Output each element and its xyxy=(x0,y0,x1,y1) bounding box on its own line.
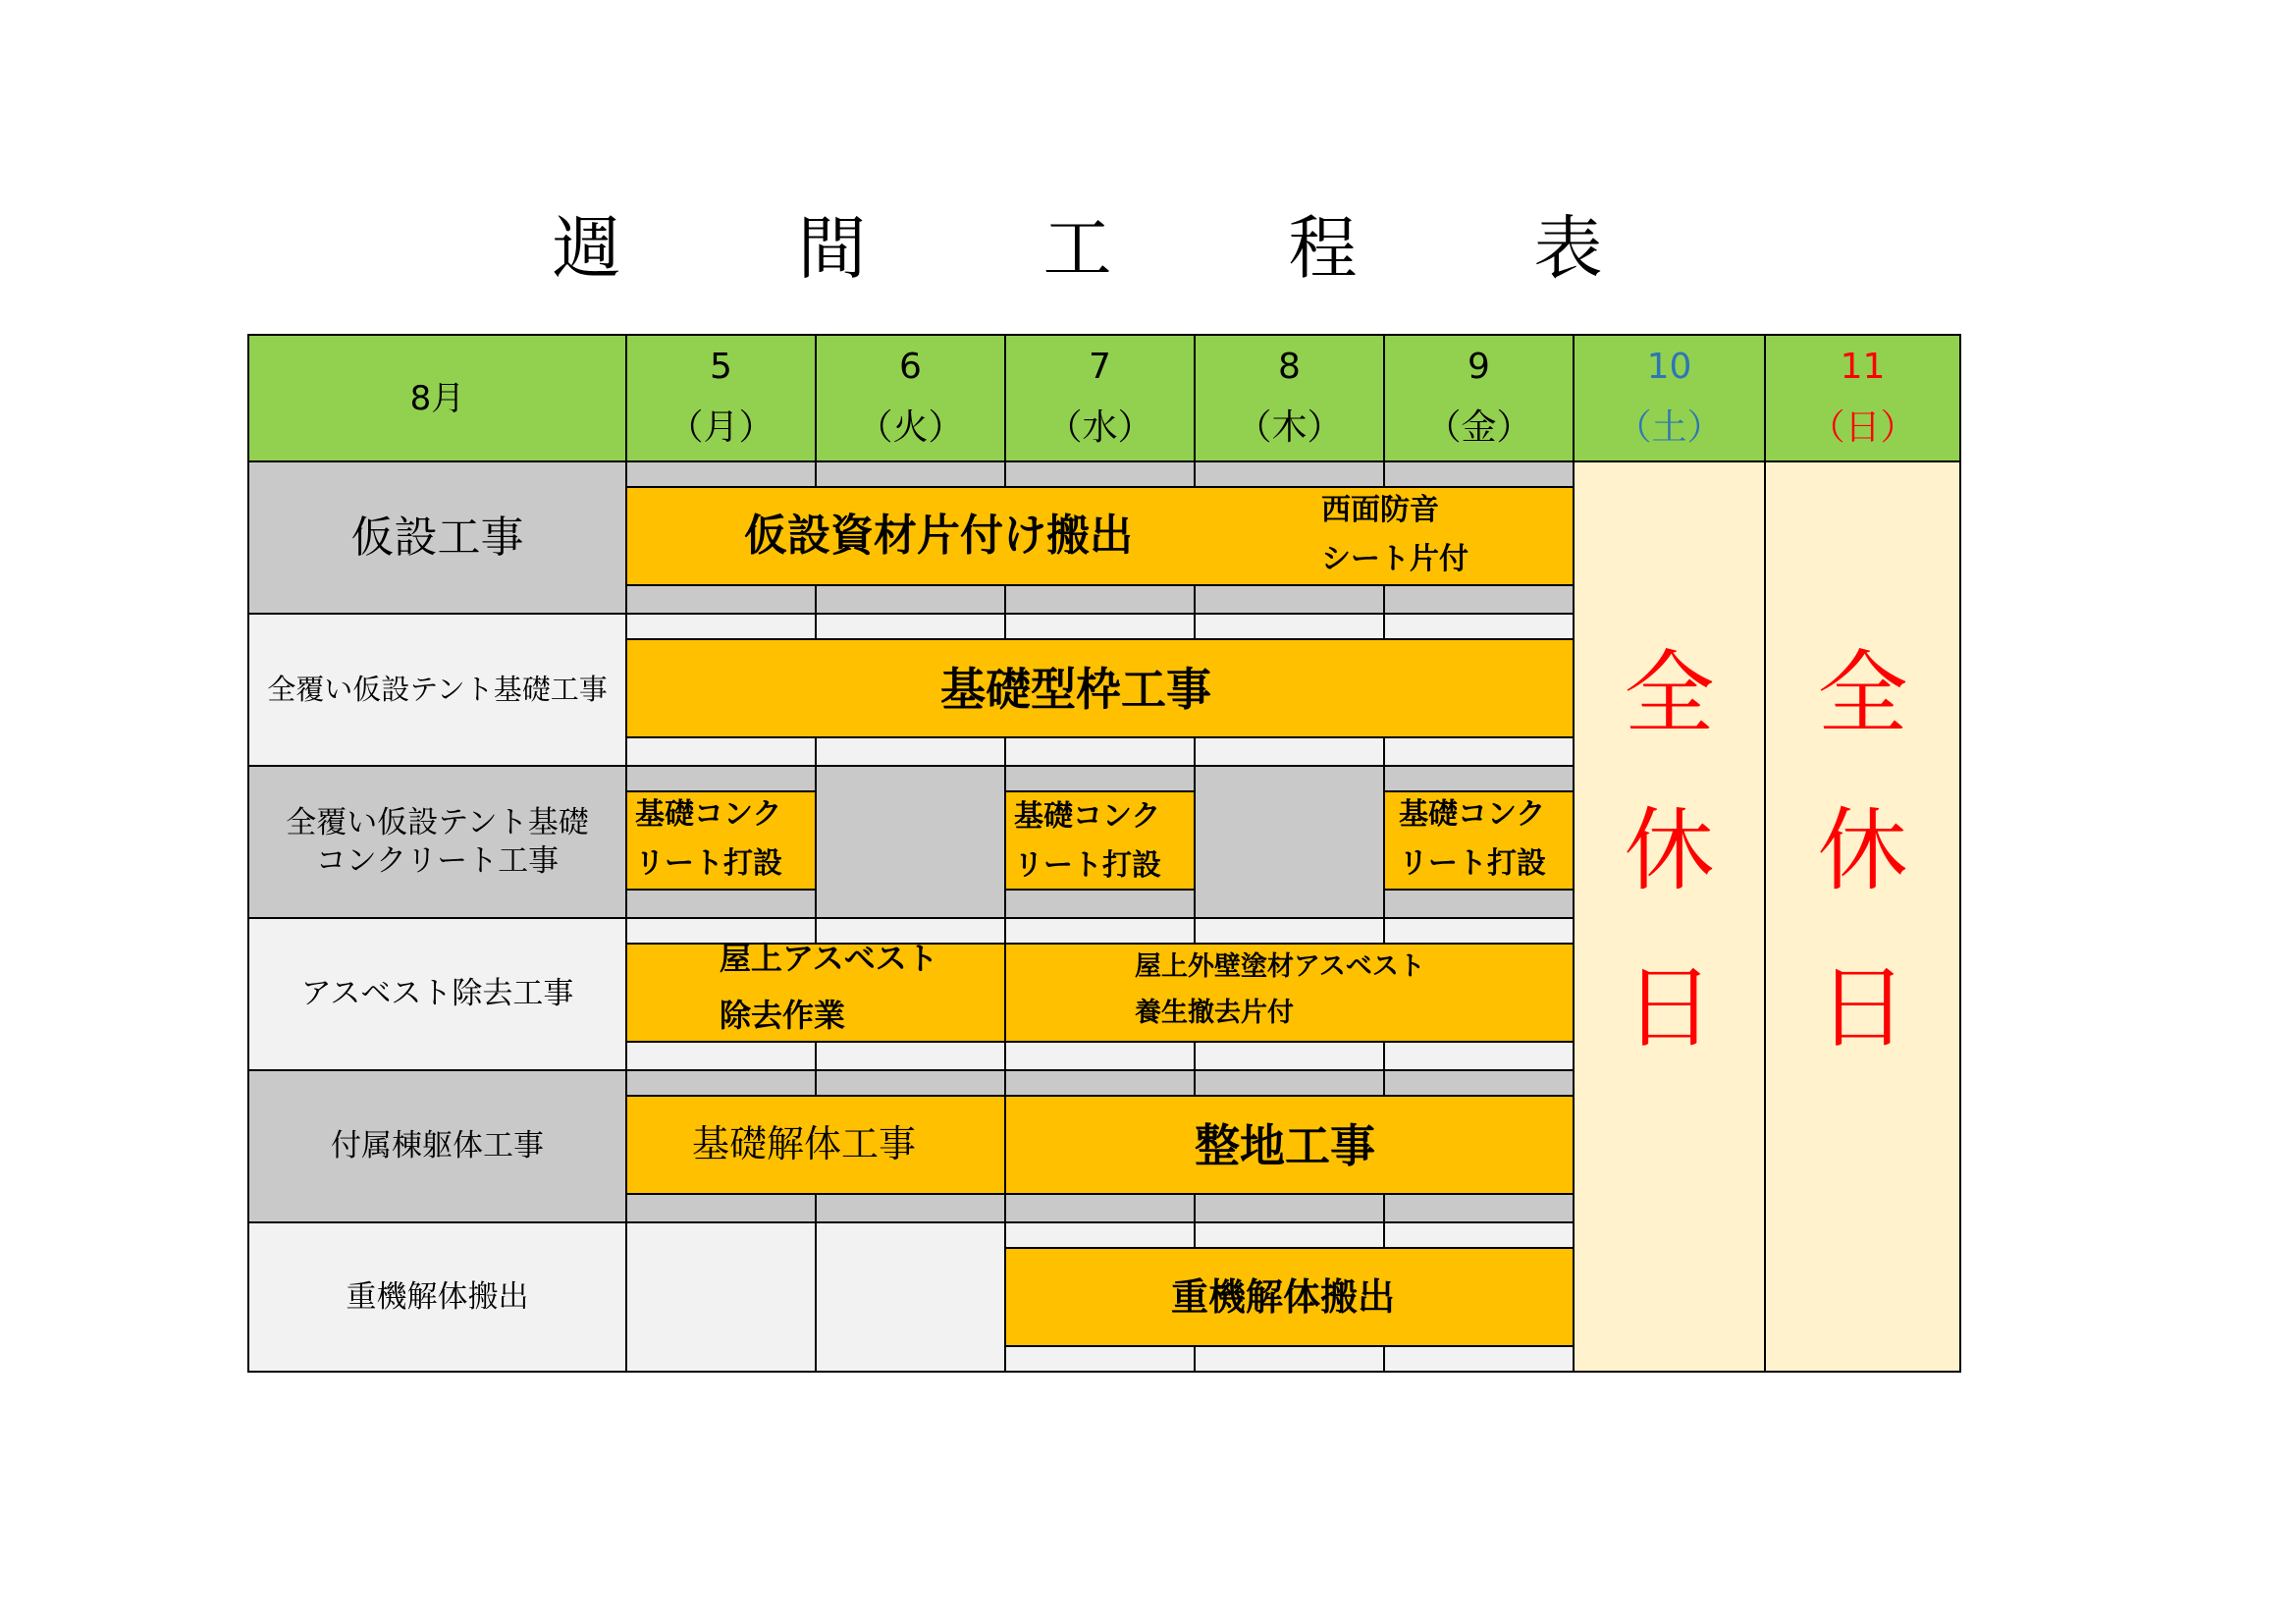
holiday-char: 休 xyxy=(1624,798,1715,903)
weekday-label: （日） xyxy=(1809,407,1916,448)
weekday-label: （土） xyxy=(1616,407,1723,448)
day-header-10 xyxy=(1573,334,1766,462)
task-heavy-machinery-removal xyxy=(1004,1247,1575,1347)
task-label-line1: 基礎コンク xyxy=(1399,797,1546,832)
task-label-line2: シート片付 xyxy=(1321,542,1468,576)
holiday-column-sunday xyxy=(1764,460,1961,1373)
task-concrete-pour-5 xyxy=(625,790,817,891)
day-header-7 xyxy=(1004,334,1196,462)
holiday-char: 日 xyxy=(1817,955,1908,1060)
day-cell xyxy=(1194,765,1385,919)
month-header xyxy=(247,334,627,462)
task-concrete-pour-9 xyxy=(1383,790,1575,891)
day-number: 9 xyxy=(1468,347,1490,387)
day-number: 5 xyxy=(710,347,732,387)
day-cell xyxy=(815,765,1006,919)
page-title: 週 間 工 程 表 xyxy=(552,208,1657,289)
task-label-line1: 屋上外壁塗材アスベスト xyxy=(1135,951,1425,982)
task-label-line2: リート打設 xyxy=(635,846,782,881)
row-label-heavy-machinery xyxy=(247,1221,627,1373)
row-label-temporary-work xyxy=(247,460,627,615)
holiday-char: 休 xyxy=(1817,798,1908,903)
day-cell xyxy=(625,1221,817,1373)
task-label: 基礎型枠工事 xyxy=(940,663,1211,716)
holiday-char: 全 xyxy=(1624,641,1715,746)
row-label-tent-foundation xyxy=(247,613,627,767)
day-header-8 xyxy=(1194,334,1385,462)
day-number: 7 xyxy=(1089,347,1111,387)
day-header-6 xyxy=(815,334,1006,462)
task-label-line2: リート打設 xyxy=(1399,846,1546,881)
day-number: 10 xyxy=(1646,347,1692,387)
schedule-table xyxy=(247,334,1961,1373)
task-foundation-demolition xyxy=(625,1095,1006,1195)
task-label-line2: 養生撤去片付 xyxy=(1135,998,1294,1028)
day-header-11 xyxy=(1764,334,1961,462)
holiday-column-saturday xyxy=(1573,460,1766,1373)
task-label: 重機解体搬出 xyxy=(1171,1275,1396,1319)
row-label-text: 全覆い仮設テント基礎 コンクリート工事 xyxy=(286,804,589,879)
task-foundation-formwork xyxy=(625,638,1575,738)
row-label-text: 重機解体搬出 xyxy=(346,1278,529,1315)
day-cell xyxy=(815,1221,1006,1373)
task-label-line1: 西面防音 xyxy=(1321,493,1439,527)
task-label: 仮設資材片付け搬出 xyxy=(744,511,1133,561)
row-label-text: 全覆い仮設テント基礎工事 xyxy=(267,673,608,707)
row-label-asbestos xyxy=(247,917,627,1071)
weekday-label: （水） xyxy=(1046,407,1153,448)
task-label-line2: 除去作業 xyxy=(720,997,846,1034)
task-concrete-pour-7 xyxy=(1004,790,1196,891)
day-number: 8 xyxy=(1278,347,1301,387)
row-label-annex-structure xyxy=(247,1069,627,1223)
task-label-line2: リート打設 xyxy=(1014,848,1161,883)
row-label-tent-concrete xyxy=(247,765,627,919)
holiday-char: 日 xyxy=(1624,955,1715,1060)
row-label-text: 仮設工事 xyxy=(350,513,524,563)
month-label: 8月 xyxy=(409,378,465,418)
task-roof-asbestos-removal xyxy=(625,940,1006,1043)
day-number: 11 xyxy=(1840,347,1886,387)
holiday-char: 全 xyxy=(1817,641,1908,746)
weekday-label: （月） xyxy=(667,407,774,448)
weekday-label: （木） xyxy=(1236,407,1343,448)
task-site-grading xyxy=(1004,1095,1575,1195)
weekday-label: （火） xyxy=(857,407,964,448)
row-label-text: 付属棟躯体工事 xyxy=(331,1128,544,1164)
task-temp-material-removal xyxy=(625,486,1575,586)
day-header-5 xyxy=(625,334,817,462)
task-label: 基礎解体工事 xyxy=(692,1122,917,1165)
task-wall-asbestos-cleanup xyxy=(1004,943,1575,1043)
day-header-9 xyxy=(1383,334,1575,462)
task-label-line1: 基礎コンク xyxy=(1014,799,1161,834)
task-label-line1: 基礎コンク xyxy=(635,797,782,832)
task-label: 整地工事 xyxy=(1195,1119,1375,1172)
row-label-text: アスベスト除去工事 xyxy=(300,976,574,1012)
task-label-line1: 屋上アスベスト xyxy=(720,940,938,977)
day-number: 6 xyxy=(899,347,922,387)
weekday-label: （金） xyxy=(1425,407,1532,448)
